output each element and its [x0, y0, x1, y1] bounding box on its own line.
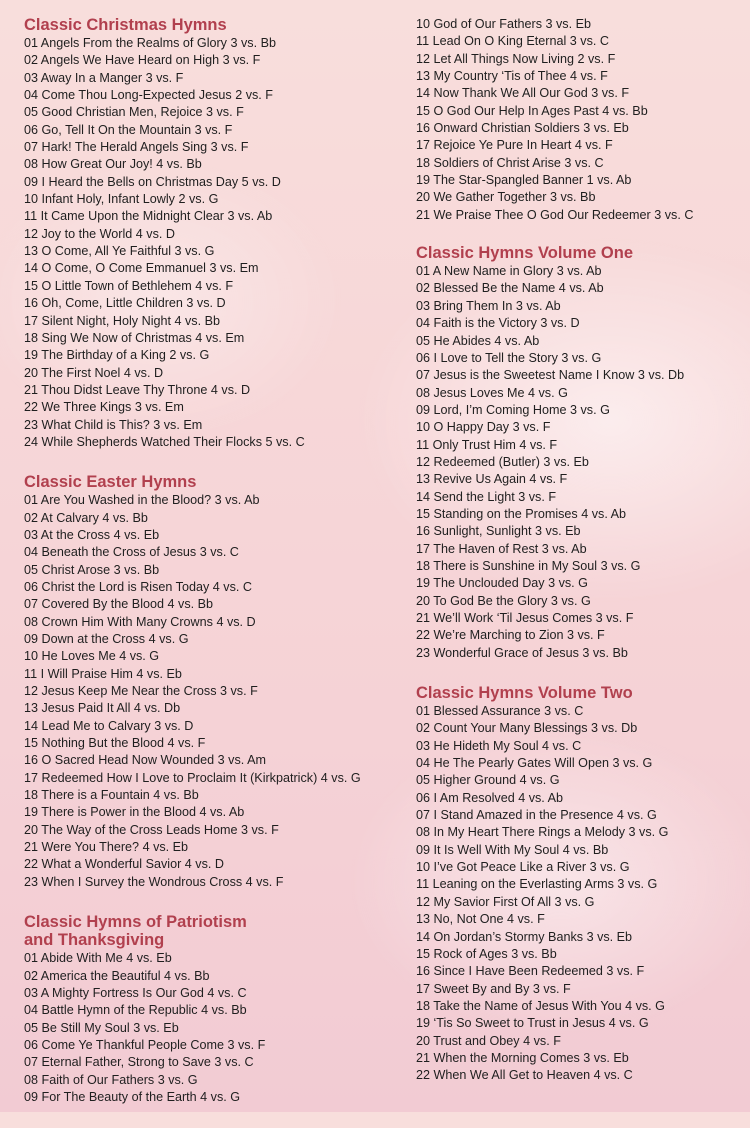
hymn-item: 21 We Praise Thee O God Our Redeemer 3 vs. C	[416, 207, 694, 222]
hymn-item: 23 What Child is This? 3 vs. Em	[24, 417, 203, 432]
hymn-item: 09 I Heard the Bells on Christmas Day 5 vs. D	[24, 174, 281, 189]
hymn-item: 19 ‘Tis So Sweet to Trust in Jesus 4 vs. G	[416, 1016, 649, 1031]
hymn-item: 04 He The Pearly Gates Will Open 3 vs. G	[416, 756, 653, 771]
hymn-item: 02 At Calvary 4 vs. Bb	[24, 510, 148, 525]
hymn-item: 10 God of Our Fathers 3 vs. Eb	[416, 17, 591, 31]
hymn-item: 19 The Birthday of a King 2 vs. G	[24, 348, 210, 363]
hymn-item: 16 Sunlight, Sunlight 3 vs. Eb	[416, 524, 581, 539]
hymn-item: 23 When I Survey the Wondrous Cross 4 vs. F	[24, 874, 284, 889]
hymn-list	[24, 950, 394, 1106]
hymn-item: 17 Redeemed How I Love to Proclaim It (Kirkpatrick) 4 vs. G	[24, 770, 361, 785]
hymn-item: 11 Only Trust Him 4 vs. F	[416, 437, 558, 452]
hymn-item: 18 Sing We Now of Christmas 4 vs. Em	[24, 330, 245, 345]
hymn-item: 03 A Mighty Fortress Is Our God 4 vs. C	[24, 985, 247, 1000]
hymn-item: 18 Take the Name of Jesus With You 4 vs. G	[416, 998, 665, 1013]
hymn-item: 12 Joy to the World 4 vs. D	[24, 226, 175, 241]
hymn-item: 02 Angels We Have Heard on High 3 vs. F	[24, 53, 261, 68]
hymn-item: 21 Thou Didst Leave Thy Throne 4 vs. D	[24, 382, 251, 397]
hymn-item: 16 O Sacred Head Now Wounded 3 vs. Am	[24, 753, 266, 768]
hymn-list	[24, 492, 394, 891]
section-heading: Classic Christmas Hymns	[24, 16, 227, 34]
hymn-item: 03 Away In a Manger 3 vs. F	[24, 70, 184, 85]
hymn-item: 06 I Am Resolved 4 vs. Ab	[416, 790, 564, 805]
hymn-item: 01 Abide With Me 4 vs. Eb	[24, 951, 172, 966]
hymn-item: 18 There is Sunshine in My Soul 3 vs. G	[416, 558, 641, 573]
hymn-item: 21 We’ll Work ‘Til Jesus Comes 3 vs. F	[416, 611, 634, 625]
section-patriotism-thanksgiving	[24, 913, 394, 1106]
hymn-item: 06 I Love to Tell the Story 3 vs. G	[416, 350, 602, 365]
hymn-item: 07 Eternal Father, Strong to Save 3 vs. C	[24, 1055, 254, 1070]
hymn-item: 21 Were You There? 4 vs. Eb	[24, 840, 189, 855]
hymn-item: 06 Christ the Lord is Risen Today 4 vs. C	[24, 579, 252, 594]
hymn-item: 01 A New Name in Glory 3 vs. Ab	[416, 264, 602, 279]
hymn-item: 12 Let All Things Now Living 2 vs. F	[416, 51, 616, 66]
left-column	[24, 16, 394, 1128]
section-heading: Classic Easter Hymns	[24, 473, 197, 492]
hymn-item: 04 Battle Hymn of the Republic 4 vs. Bb	[24, 1003, 247, 1018]
hymn-item: 22 We Three Kings 3 vs. Em	[24, 400, 184, 415]
hymn-item: 02 Count Your Many Blessings 3 vs. Db	[416, 721, 638, 736]
section-heading: Classic Hymns of Patriotism and Thanksgiving	[24, 913, 247, 950]
hymn-item: 04 Come Thou Long-Expected Jesus 2 vs. F	[24, 88, 273, 103]
hymn-item: 20 Trust and Obey 4 vs. F	[416, 1033, 561, 1048]
hymn-item: 07 I Stand Amazed in the Presence 4 vs. G	[416, 808, 657, 823]
hymn-item: 02 Blessed Be the Name 4 vs. Ab	[416, 281, 604, 296]
hymn-item: 22 We’re Marching to Zion 3 vs. F	[416, 628, 605, 643]
hymn-item: 12 Jesus Keep Me Near the Cross 3 vs. F	[24, 684, 258, 699]
hymn-item: 13 O Come, All Ye Faithful 3 vs. G	[24, 244, 215, 259]
hymn-list-continued	[416, 16, 736, 224]
hymn-item: 15 Nothing But the Blood 4 vs. F	[24, 736, 206, 751]
hymn-item: 17 The Haven of Rest 3 vs. Ab	[416, 541, 587, 556]
hymn-item: 16 Oh, Come, Little Children 3 vs. D	[24, 296, 226, 311]
hymn-item: 19 The Star-Spangled Banner 1 vs. Ab	[416, 173, 632, 188]
hymn-item: 19 The Unclouded Day 3 vs. G	[416, 576, 588, 591]
hymn-item: 20 The Way of the Cross Leads Home 3 vs. F	[24, 822, 279, 837]
hymn-item: 05 Be Still My Soul 3 vs. Eb	[24, 1020, 179, 1035]
hymn-item: 06 Go, Tell It On the Mountain 3 vs. F	[24, 122, 233, 137]
hymn-item: 15 Rock of Ages 3 vs. Bb	[416, 946, 557, 961]
hymn-item: 24 While Shepherds Watched Their Flocks 5 vs. C	[24, 434, 305, 449]
hymn-item: 04 Beneath the Cross of Jesus 3 vs. C	[24, 545, 239, 560]
hymn-item: 05 Good Christian Men, Rejoice 3 vs. F	[24, 105, 244, 120]
hymn-item: 11 Leaning on the Everlasting Arms 3 vs. G	[416, 877, 658, 892]
hymn-item: 21 When the Morning Comes 3 vs. Eb	[416, 1050, 629, 1065]
hymn-item: 07 Jesus is the Sweetest Name I Know 3 vs. Db	[416, 368, 685, 383]
hymn-item: 19 There is Power in the Blood 4 vs. Ab	[24, 805, 245, 820]
hymn-item: 10 He Loves Me 4 vs. G	[24, 649, 160, 664]
hymn-item: 16 Since I Have Been Redeemed 3 vs. F	[416, 964, 645, 979]
hymn-item: 07 Hark! The Herald Angels Sing 3 vs. F	[24, 140, 249, 155]
hymn-item: 17 Silent Night, Holy Night 4 vs. Bb	[24, 313, 220, 328]
hymn-item: 04 Faith is the Victory 3 vs. D	[416, 316, 580, 331]
hymn-item: 12 My Savior First Of All 3 vs. G	[416, 894, 595, 909]
hymn-item: 08 In My Heart There Rings a Melody 3 vs. G	[416, 825, 669, 840]
hymn-item: 22 When We All Get to Heaven 4 vs. C	[416, 1068, 633, 1083]
hymn-item: 08 Crown Him With Many Crowns 4 vs. D	[24, 614, 256, 629]
hymn-item: 09 For The Beauty of the Earth 4 vs. G	[24, 1089, 241, 1104]
hymn-item: 08 How Great Our Joy! 4 vs. Bb	[24, 157, 202, 172]
hymn-item: 03 Bring Them In 3 vs. Ab	[416, 298, 561, 313]
hymn-list	[24, 35, 394, 451]
hymn-item: 10 O Happy Day 3 vs. F	[416, 420, 551, 435]
hymn-item: 01 Are You Washed in the Blood? 3 vs. Ab	[24, 493, 260, 508]
hymn-item: 05 Christ Arose 3 vs. Bb	[24, 562, 160, 577]
hymn-item: 18 There is a Fountain 4 vs. Bb	[24, 788, 199, 803]
hymn-item: 08 Jesus Loves Me 4 vs. G	[416, 385, 568, 400]
hymn-item: 01 Angels From the Realms of Glory 3 vs. Bb	[24, 36, 276, 50]
hymn-item: 05 He Abides 4 vs. Ab	[416, 333, 540, 348]
hymn-item: 05 Higher Ground 4 vs. G	[416, 773, 560, 788]
hymn-item: 13 No, Not One 4 vs. F	[416, 912, 545, 927]
section-easter	[24, 473, 394, 891]
hymn-item: 20 The First Noel 4 vs. D	[24, 365, 164, 380]
section-volume-one	[416, 244, 736, 662]
hymn-item: 17 Sweet By and By 3 vs. F	[416, 981, 571, 996]
hymn-item: 02 America the Beautiful 4 vs. Bb	[24, 968, 210, 983]
section-heading: Classic Hymns Volume Two	[416, 684, 633, 703]
hymn-item: 15 O Little Town of Bethlehem 4 vs. F	[24, 278, 234, 293]
hymn-item: 15 O God Our Help In Ages Past 4 vs. Bb	[416, 103, 648, 118]
hymn-item: 13 Revive Us Again 4 vs. F	[416, 472, 568, 487]
hymn-item: 14 On Jordan’s Stormy Banks 3 vs. Eb	[416, 929, 633, 944]
section-heading: Classic Hymns Volume One	[416, 244, 634, 263]
hymn-item: 01 Blessed Assurance 3 vs. C	[416, 704, 584, 719]
hymn-item: 16 Onward Christian Soldiers 3 vs. Eb	[416, 121, 629, 136]
hymn-item: 23 Wonderful Grace of Jesus 3 vs. Bb	[416, 645, 628, 660]
hymn-item: 11 I Will Praise Him 4 vs. Eb	[24, 666, 182, 681]
hymn-item: 20 To God Be the Glory 3 vs. G	[416, 593, 591, 608]
hymn-item: 14 Lead Me to Calvary 3 vs. D	[24, 718, 194, 733]
hymn-item: 09 It Is Well With My Soul 4 vs. Bb	[416, 842, 609, 857]
hymn-item: 14 O Come, O Come Emmanuel 3 vs. Em	[24, 261, 259, 276]
hymn-item: 13 My Country ‘Tis of Thee 4 vs. F	[416, 69, 608, 84]
hymn-item: 11 It Came Upon the Midnight Clear 3 vs. Ab	[24, 209, 273, 224]
hymn-item: 11 Lead On O King Eternal 3 vs. C	[416, 34, 609, 49]
hymn-item: 14 Send the Light 3 vs. F	[416, 489, 557, 504]
hymn-item: 17 Rejoice Ye Pure In Heart 4 vs. F	[416, 138, 613, 153]
hymn-item: 13 Jesus Paid It All 4 vs. Db	[24, 701, 181, 716]
hymn-item: 10 I’ve Got Peace Like a River 3 vs. G	[416, 860, 630, 875]
hymn-list	[416, 703, 736, 1085]
hymn-item: 15 Standing on the Promises 4 vs. Ab	[416, 506, 627, 521]
hymn-item: 08 Faith of Our Fathers 3 vs. G	[24, 1072, 198, 1087]
hymn-item: 06 Come Ye Thankful People Come 3 vs. F	[24, 1037, 266, 1052]
hymn-item: 09 Lord, I’m Coming Home 3 vs. G	[416, 402, 610, 417]
hymn-item: 07 Covered By the Blood 4 vs. Bb	[24, 597, 214, 612]
hymn-item: 22 What a Wonderful Savior 4 vs. D	[24, 857, 224, 872]
section-christmas	[24, 16, 394, 451]
hymn-item: 20 We Gather Together 3 vs. Bb	[416, 190, 596, 205]
right-column	[416, 16, 736, 1107]
hymn-item: 12 Redeemed (Butler) 3 vs. Eb	[416, 454, 589, 469]
hymn-item: 03 He Hideth My Soul 4 vs. C	[416, 738, 582, 753]
hymn-item: 09 Down at the Cross 4 vs. G	[24, 632, 189, 646]
hymn-item: 14 Now Thank We All Our God 3 vs. F	[416, 86, 630, 101]
hymn-list	[416, 263, 736, 662]
hymn-item: 03 At the Cross 4 vs. Eb	[24, 527, 160, 542]
hymn-item: 10 Infant Holy, Infant Lowly 2 vs. G	[24, 192, 219, 207]
section-volume-two	[416, 684, 736, 1085]
hymn-item: 18 Soldiers of Christ Arise 3 vs. C	[416, 155, 604, 170]
